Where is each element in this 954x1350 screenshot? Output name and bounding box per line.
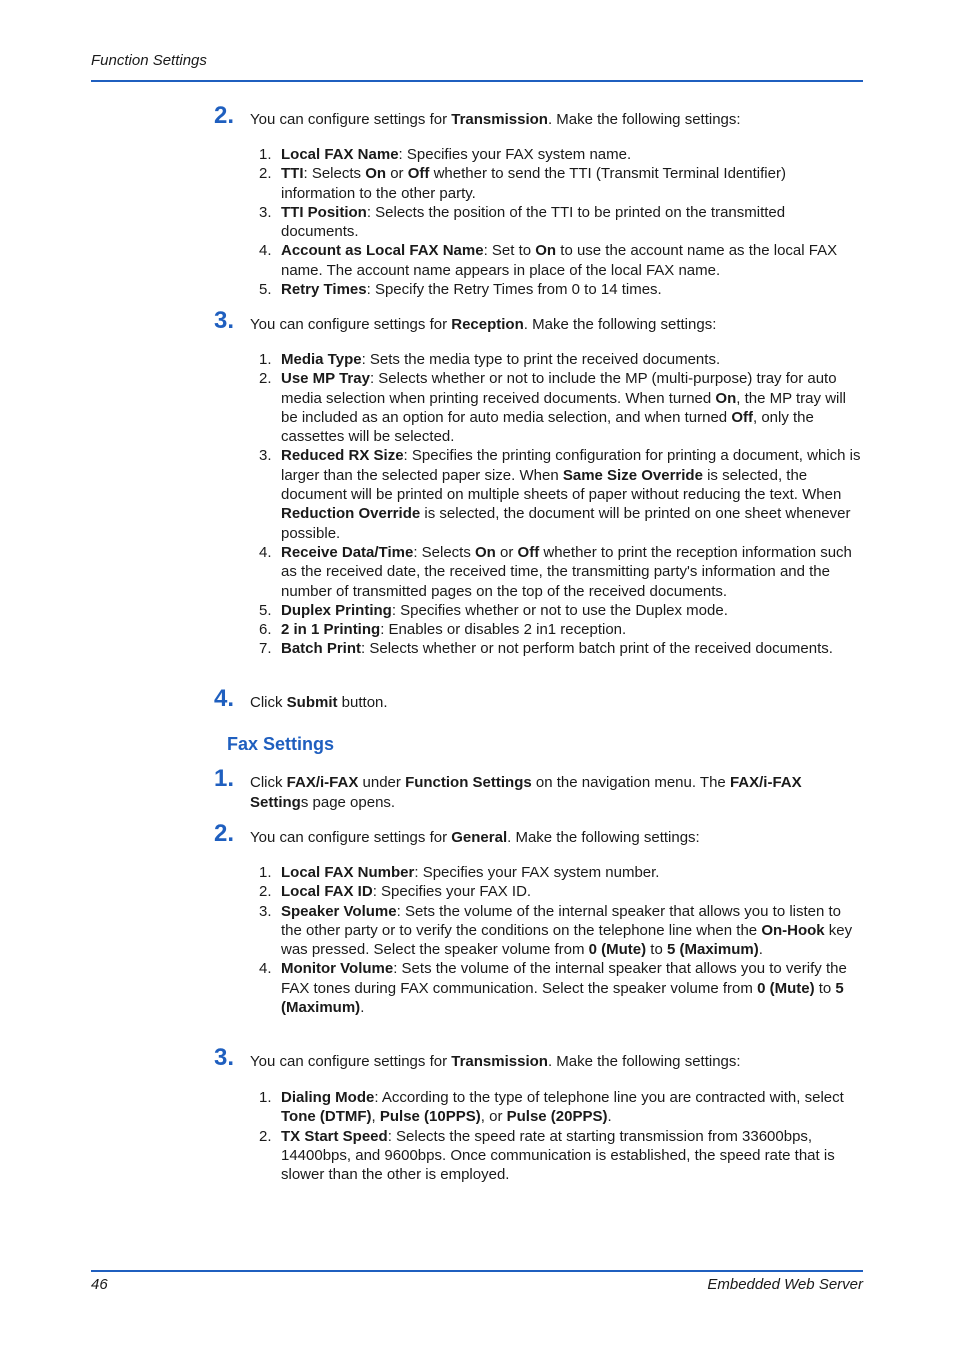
list-item-text: TTI Position: Selects the position of the TTI to be printed on the transmitted documents. xyxy=(281,203,786,241)
list-item-number: 3. xyxy=(259,447,272,465)
list-item xyxy=(250,959,862,1017)
list-item-number: 3. xyxy=(259,902,272,920)
list-item-text: Batch Print: Selects whether or not perform batch print of the received documents. xyxy=(281,640,833,658)
list-item-number: 3. xyxy=(259,203,272,221)
list-item-number: 1. xyxy=(259,351,272,368)
list-item-text: Retry Times: Specify the Retry Times from 0 to 14 times. xyxy=(281,281,662,299)
settings-list xyxy=(250,145,862,299)
step-intro: You can configure settings for Reception. Make the following settings: xyxy=(250,316,717,333)
settings-list xyxy=(250,863,862,1017)
section-heading: Fax Settings xyxy=(227,734,335,754)
list-item-text: TTI: Selects On or Off whether to send the TTI (Transmit Terminal Identifier) information to the other party. xyxy=(281,165,786,202)
step-intro: You can configure settings for Transmission. Make the following settings: xyxy=(250,1053,741,1070)
footer-title: Embedded Web Server xyxy=(707,1276,863,1293)
list-item xyxy=(250,902,862,960)
list-item-text: Dialing Mode: According to the type of telephone line you are contracted with, select Tone (DTMF), Pulse (10PPS), or Pulse (20PPS). xyxy=(281,1089,844,1126)
footer-rule xyxy=(91,1270,863,1272)
list-item-text: Local FAX ID: Specifies your FAX ID. xyxy=(281,883,532,901)
step-intro: You can configure settings for General. Make the following settings: xyxy=(250,829,700,846)
list-item xyxy=(250,1088,862,1127)
list-item xyxy=(250,882,862,901)
list-item-number: 2. xyxy=(259,165,272,183)
step-number: 1. xyxy=(214,765,235,792)
list-item xyxy=(250,145,862,164)
settings-list xyxy=(250,350,862,659)
running-header: Function Settings xyxy=(91,52,207,69)
list-item-text: Speaker Volume: Sets the volume of the internal speaker that allows you to listen to the other party or to verify the conditions on the telephone line when the On-Hook key was pressed. Select the speaker volume from 0 (Mute) to 5 (Maximum). xyxy=(281,902,853,959)
list-item-text: Local FAX Number: Specifies your FAX system number. xyxy=(281,864,660,881)
step-number: 3. xyxy=(214,1044,235,1071)
list-item-text: Receive Data/Time: Selects On or Off whether to print the reception information such as the received date, the received time, the transmitting party's information and the number of transmitted pages on the top of the received documents. xyxy=(281,543,852,600)
list-item-number: 6. xyxy=(259,621,272,639)
list-item xyxy=(250,543,862,601)
step-number: 2. xyxy=(214,102,235,129)
list-item-text: Duplex Printing: Specifies whether or not to use the Duplex mode. xyxy=(281,601,728,619)
list-item-text: Local FAX Name: Specifies your FAX system name. xyxy=(281,146,632,163)
list-item-text: Media Type: Sets the media type to print the received documents. xyxy=(281,351,721,368)
list-item-number: 4. xyxy=(259,242,272,260)
list-item-number: 4. xyxy=(259,960,272,978)
list-item-number: 2. xyxy=(259,1127,272,1145)
step-intro: You can configure settings for Transmission. Make the following settings: xyxy=(250,111,741,128)
list-item-text: Monitor Volume: Sets the volume of the internal speaker that allows you to verify the FAX tones during FAX communication. Select the speaker volume from 0 (Mute) to 5 (Maximum). xyxy=(281,960,847,1017)
list-item-number: 2. xyxy=(259,883,272,901)
list-item-text: Use MP Tray: Selects whether or not to include the MP (multi-purpose) tray for auto media selection when printing received documents. When turned On, the MP tray will be included as an option for auto media selection, and when turned Off, only the cassettes will be selected. xyxy=(281,370,847,446)
list-item-number: 1. xyxy=(259,146,272,163)
list-item xyxy=(250,350,862,369)
list-item-text: TX Start Speed: Selects the speed rate at starting transmission from 33600bps, 14400bps, and 9600bps. Once communication is established, the speed rate that is slower than the other is employed. xyxy=(281,1127,835,1184)
step-number: 4. xyxy=(214,685,235,712)
step-intro: Click FAX/i-FAX under Function Settings on the navigation menu. The FAX/i-FAX Settings page opens. xyxy=(250,774,802,811)
step-number: 2. xyxy=(214,820,235,847)
list-item xyxy=(250,369,862,446)
step-number: 3. xyxy=(214,307,235,334)
list-item-text: Reduced RX Size: Specifies the printing configuration for printing a document, which is larger than the selected paper size. When Same Size Override is selected, the document will be printed on multiple sheets of paper without reducing the text. When Reduction Override is selected, the document will be printed on one sheet whenever possible. xyxy=(281,447,861,542)
list-item xyxy=(250,241,862,280)
list-item-number: 4. xyxy=(259,543,272,561)
list-item-number: 1. xyxy=(259,864,272,881)
list-item xyxy=(250,639,862,658)
list-item xyxy=(250,1127,862,1185)
list-item xyxy=(250,203,862,242)
list-item xyxy=(250,620,862,639)
list-item-text: Account as Local FAX Name: Set to On to use the account name as the local FAX name. The account name appears in place of the local FAX name. xyxy=(281,242,838,279)
list-item xyxy=(250,280,862,299)
list-item xyxy=(250,863,862,882)
settings-list xyxy=(250,1088,862,1184)
list-item xyxy=(250,164,862,203)
list-item xyxy=(250,446,862,542)
list-item-number: 2. xyxy=(259,370,272,388)
step-intro: Click Submit button. xyxy=(250,694,388,711)
list-item-text: 2 in 1 Printing: Enables or disables 2 in1 reception. xyxy=(281,621,627,639)
list-item-number: 7. xyxy=(259,640,272,658)
header-rule xyxy=(91,80,863,82)
list-item-number: 1. xyxy=(259,1089,272,1106)
page-number: 46 xyxy=(91,1276,108,1293)
list-item-number: 5. xyxy=(259,601,272,619)
list-item-number: 5. xyxy=(259,281,272,299)
list-item xyxy=(250,601,862,620)
